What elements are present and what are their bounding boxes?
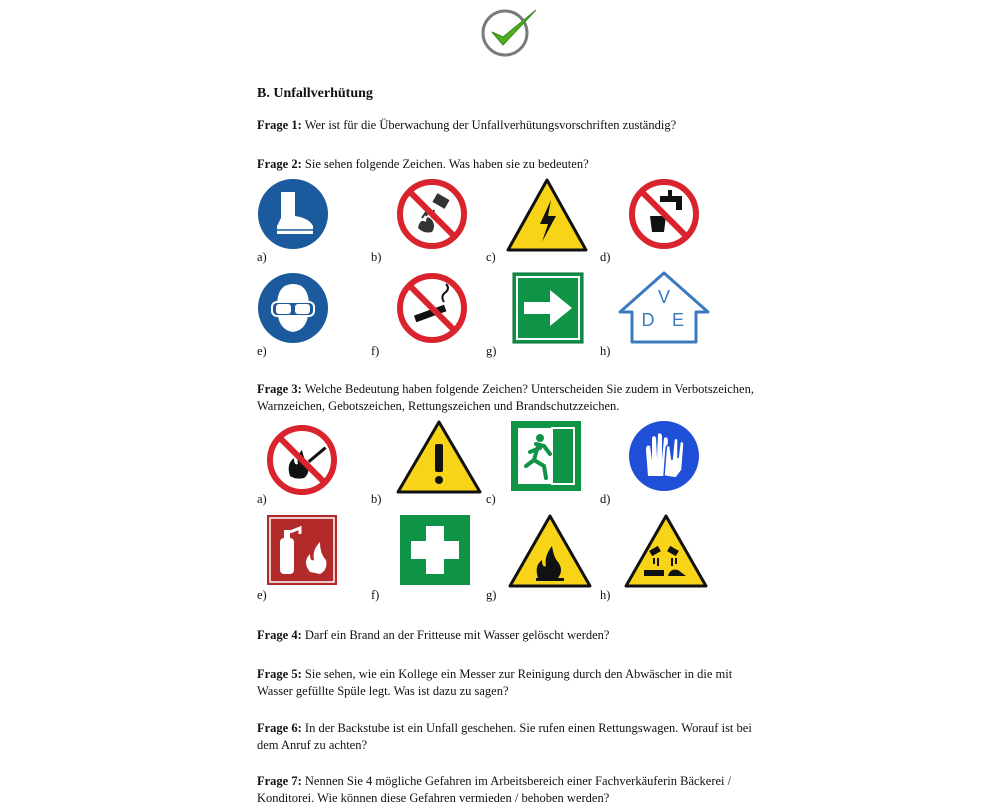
safety-boots-sign [257,178,329,250]
sign-label-e-q3: e) [257,588,267,602]
sign-label-f: f) [371,344,380,358]
question-7: Frage 7: Nennen Sie 4 mögliche Gefahren im Arbeitsbereich einer Fachverkäuferin Bäckerei / Konditorei. Wie können diese Gefahren vermieden / behoben werden? [257,774,732,805]
sign-label-b: b) [371,250,382,264]
sign-label-e: e) [257,344,267,358]
sign-label-a: a) [257,250,267,264]
question-3: Frage 3: Welche Bedeutung haben folgende Zeichen? Unterscheiden Sie zudem in Verbotszeichen, Warnzeichen, Gebotszeichen, Rettungszeichen und Brandschutzzeichen. [257,382,754,413]
eye-protection-sign [257,272,329,344]
no-drinking-water-sign [628,178,700,250]
sign-label-c: c) [486,250,496,264]
question-6: Frage 6: In der Backstube ist ein Unfall geschehen. Sie rufen einen Rettungswagen. Worauf ist bei dem Anruf zu achten? [257,721,752,752]
sign-label-f-q3: f) [371,588,380,602]
sign-label-g-q3: g) [486,588,497,602]
question-4: Frage 4: Darf ein Brand an der Fritteuse mit Wasser gelöscht werden? [257,628,610,642]
sign-label-d: d) [600,250,611,264]
vde-letter-e: E [671,310,685,330]
first-aid-sign [399,514,471,586]
sign-label-h-q3: h) [600,588,611,602]
emergency-exit-sign [510,420,582,492]
vde-letter-d: D [641,310,655,330]
question-1: Frage 1: Wer ist für die Überwachung der Unfallverhütungsvorschriften zuständig? [257,118,677,132]
sign-label-a-q3: a) [257,492,267,506]
sign-label-d-q3: d) [600,492,611,506]
wear-gloves-sign [628,420,700,492]
flammable-warning-sign [508,514,592,588]
sign-label-h: h) [600,344,611,358]
no-water-extinguish-sign [396,178,468,250]
electrical-warning-sign [506,178,588,252]
no-smoking-sign [396,272,468,344]
general-warning-sign [396,420,482,494]
corrosive-warning-sign [624,514,708,588]
section-title: B. Unfallverhütung [257,86,373,101]
vde-mark-icon [618,270,710,346]
sign-label-c-q3: c) [486,492,496,506]
emergency-exit-arrow-sign [512,272,584,344]
fire-extinguisher-sign [266,514,338,586]
question-2: Frage 2: Sie sehen folgende Zeichen. Was haben sie zu bedeuten? [257,157,589,171]
checkmark-icon [478,6,542,58]
sign-label-g: g) [486,344,497,358]
no-open-flame-sign [266,424,338,496]
question-5: Frage 5: Sie sehen, wie ein Kollege ein Messer zur Reinigung durch den Abwäscher in die mit Wasser gefüllte Spüle legt. Was ist dazu zu sagen? [257,667,733,698]
vde-letter-v: V [657,287,671,307]
sign-label-b-q3: b) [371,492,382,506]
